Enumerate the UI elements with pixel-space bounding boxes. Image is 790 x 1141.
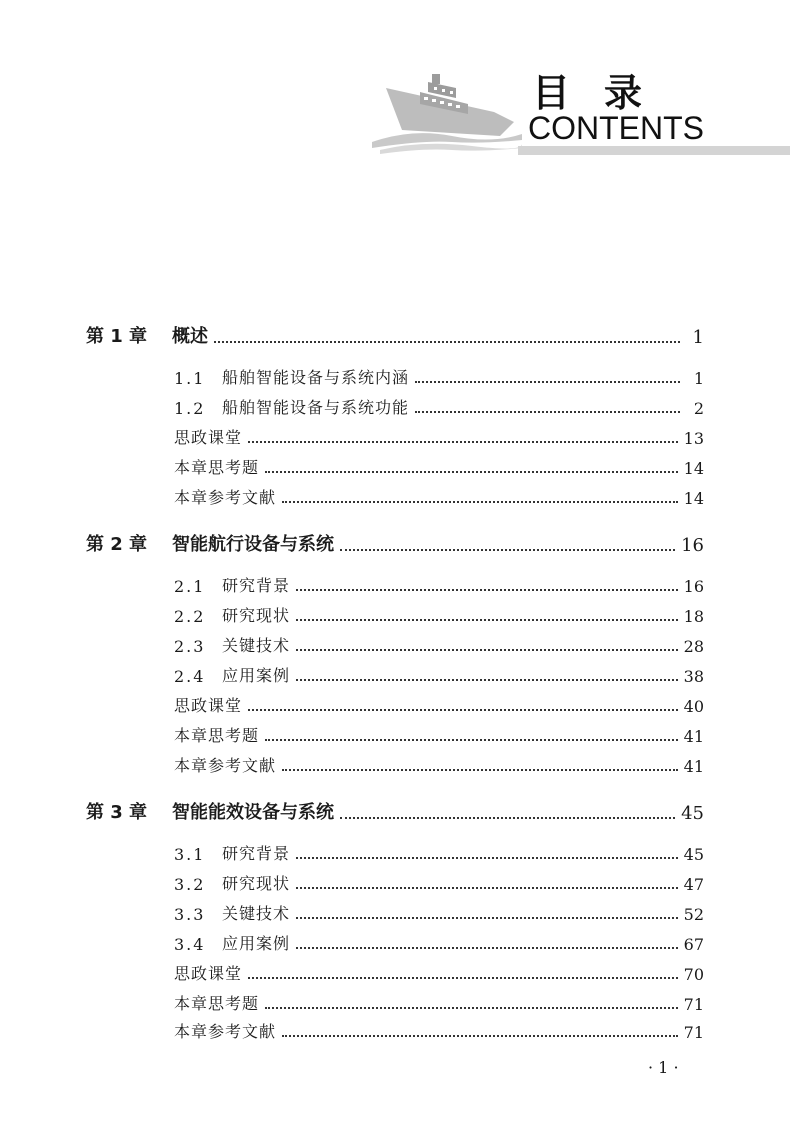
page-number: 47 xyxy=(683,875,704,894)
contents-title-cn: 目录 xyxy=(532,71,677,115)
page-number: 52 xyxy=(683,905,704,924)
dot-leader xyxy=(296,947,678,949)
page-number: 70 xyxy=(683,965,704,984)
toc-entry-row[interactable] xyxy=(174,932,704,954)
dot-leader xyxy=(415,381,680,383)
section-title: 研究背景 xyxy=(222,844,291,863)
section-title: 本章参考文献 xyxy=(174,1022,277,1041)
toc-entry-row[interactable] xyxy=(174,992,704,1014)
section-title: 关键技术 xyxy=(222,904,291,923)
toc-entry-row[interactable] xyxy=(174,456,704,478)
toc-entry-row[interactable] xyxy=(174,902,704,924)
toc-entry-row[interactable] xyxy=(174,694,704,716)
dot-leader xyxy=(248,977,678,979)
toc-entry-row[interactable] xyxy=(174,426,704,448)
header-divider xyxy=(518,146,790,155)
page-number: 67 xyxy=(683,935,704,954)
chapter-title: 概述 xyxy=(172,326,208,347)
section-title: 思政课堂 xyxy=(174,696,243,715)
toc-entry-row[interactable] xyxy=(174,664,704,686)
dot-leader xyxy=(296,619,678,621)
toc-entry-row[interactable] xyxy=(174,574,704,596)
dot-leader xyxy=(282,769,678,771)
section-title: 研究背景 xyxy=(222,576,291,595)
section-title: 应用案例 xyxy=(222,934,291,953)
section-number: 2.4 xyxy=(174,667,206,686)
section-number: 2.1 xyxy=(174,577,206,596)
dot-leader xyxy=(282,1035,678,1037)
toc-entry-row[interactable] xyxy=(174,604,704,626)
toc-entry-row[interactable] xyxy=(174,396,704,418)
page-number: 71 xyxy=(683,995,704,1014)
page-number: 16 xyxy=(681,535,704,556)
section-number: 1.1 xyxy=(174,369,206,388)
dot-leader xyxy=(265,1007,678,1009)
toc-chapter-row[interactable] xyxy=(86,798,704,824)
page-number: 45 xyxy=(683,845,704,864)
ship-icon xyxy=(372,70,522,155)
page-number: 18 xyxy=(683,607,704,626)
section-number: 3.2 xyxy=(174,875,206,894)
contents-header xyxy=(0,0,790,200)
toc-entry-row[interactable] xyxy=(174,1020,704,1042)
section-title: 思政课堂 xyxy=(174,428,243,447)
page-number: 45 xyxy=(681,803,704,824)
page-number: 14 xyxy=(683,489,704,508)
dot-leader xyxy=(282,501,678,503)
section-title: 本章参考文献 xyxy=(174,756,277,775)
page-number: 28 xyxy=(683,637,704,656)
section-title: 本章思考题 xyxy=(174,726,260,745)
section-title: 思政课堂 xyxy=(174,964,243,983)
page-number: 71 xyxy=(683,1023,704,1042)
contents-title-en: CONTENTS xyxy=(528,110,704,146)
toc-entry-row[interactable] xyxy=(174,366,704,388)
section-number: 3.4 xyxy=(174,935,206,954)
dot-leader xyxy=(296,917,678,919)
toc-entry-row[interactable] xyxy=(174,486,704,508)
page-number: 41 xyxy=(683,727,704,746)
page-folio: · 1 · xyxy=(648,1058,679,1077)
chapter-title: 智能航行设备与系统 xyxy=(172,534,334,555)
dot-leader xyxy=(214,341,680,343)
chapter-number: 第 3 章 xyxy=(86,802,148,823)
toc-entry-row[interactable] xyxy=(174,872,704,894)
dot-leader xyxy=(296,649,678,651)
page-number: 13 xyxy=(683,429,704,448)
section-number: 3.3 xyxy=(174,905,206,924)
section-title: 本章参考文献 xyxy=(174,488,277,507)
dot-leader xyxy=(415,411,680,413)
section-title: 船舶智能设备与系统功能 xyxy=(222,398,410,417)
dot-leader xyxy=(248,709,678,711)
page-number: 14 xyxy=(683,459,704,478)
section-number: 1.2 xyxy=(174,399,206,418)
section-number: 3.1 xyxy=(174,845,206,864)
chapter-number: 第 1 章 xyxy=(86,326,148,347)
section-number: 2.3 xyxy=(174,637,206,656)
section-title: 关键技术 xyxy=(222,636,291,655)
toc-entry-row[interactable] xyxy=(174,724,704,746)
page-number: 2 xyxy=(693,399,704,418)
section-title: 研究现状 xyxy=(222,874,291,893)
toc-chapter-row[interactable] xyxy=(86,322,704,348)
dot-leader xyxy=(340,817,675,819)
chapter-number: 第 2 章 xyxy=(86,534,148,555)
toc-entry-row[interactable] xyxy=(174,634,704,656)
toc-entry-row[interactable] xyxy=(174,962,704,984)
dot-leader xyxy=(296,887,678,889)
page-number: 38 xyxy=(683,667,704,686)
dot-leader xyxy=(265,739,678,741)
page-number: 1 xyxy=(692,327,704,348)
dot-leader xyxy=(340,549,675,551)
toc-entry-row[interactable] xyxy=(174,842,704,864)
dot-leader xyxy=(265,471,678,473)
dot-leader xyxy=(296,589,678,591)
section-number: 2.2 xyxy=(174,607,206,626)
dot-leader xyxy=(248,441,678,443)
section-title: 研究现状 xyxy=(222,606,291,625)
section-title: 本章思考题 xyxy=(174,994,260,1013)
toc-chapter-row[interactable] xyxy=(86,530,704,556)
section-title: 本章思考题 xyxy=(174,458,260,477)
dot-leader xyxy=(296,679,678,681)
page-number: 1 xyxy=(693,369,704,388)
page-number: 41 xyxy=(683,757,704,776)
section-title: 船舶智能设备与系统内涵 xyxy=(222,368,410,387)
page-number: 16 xyxy=(683,577,704,596)
chapter-title: 智能能效设备与系统 xyxy=(172,802,334,823)
section-title: 应用案例 xyxy=(222,666,291,685)
toc-entry-row[interactable] xyxy=(174,754,704,776)
page-number: 40 xyxy=(683,697,704,716)
dot-leader xyxy=(296,857,678,859)
